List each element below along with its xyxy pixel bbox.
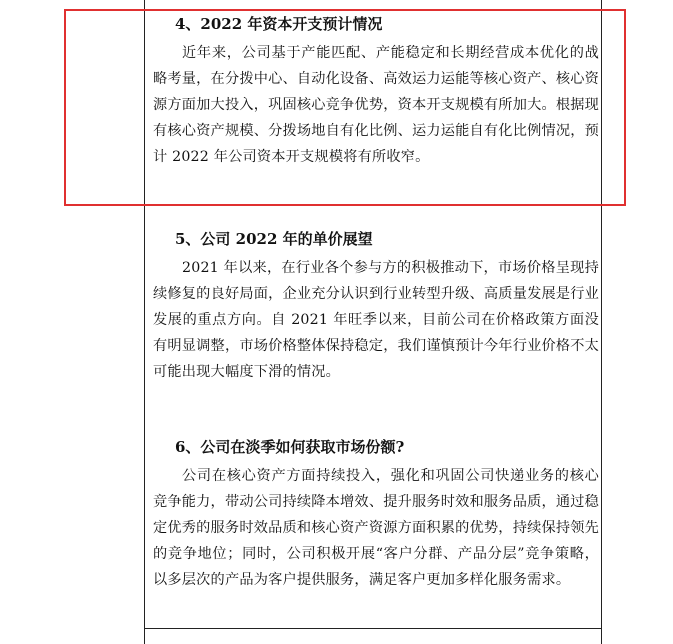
section-heading: 6、公司在淡季如何获取市场份额? (175, 438, 405, 456)
section-body: 2021 年以来，在行业各个参与方的积极推动下，市场价格呈现持续修复的良好局面，企业充分认识到行业转型升级、高质量发展是行业发展的重点方向。自 2021 年旺季以来，目前公司在价格政策方面没有明显调整，市场价格整体保持稳定，我们谨慎预计今年行业价格不太可能出现大幅度下滑的情况。 (153, 260, 600, 380)
highlight-box (64, 9, 626, 206)
section-heading: 5、公司 2022 年的单价展望 (175, 230, 373, 248)
table-border-bottom (144, 628, 601, 629)
section-body: 近年来，公司基于产能匹配、产能稳定和长期经营成本优化的战略考量，在分拨中心、自动化设备、高效运力运能等核心资产、核心资源方面加大投入，巩固核心竞争优势，资本开支规模有所加大。根据现有核心资产规模、分拨场地自有化比例、运力运能自有化比例情况，预计 2022 年公司资本开支规模将有所收窄。 (153, 45, 600, 165)
section-body: 公司在核心资产方面持续投入，强化和巩固公司快递业务的核心竞争能力，带动公司持续降本增效、提升服务时效和服务品质，通过稳定优秀的服务时效品质和核心资产资源方面积累的优势，持续保持领先的竞争地位；同时，公司积极开展“客户分群、产品分层”竞争策略，以多层次的产品为客户提供服务，满足客户更加多样化服务需求。 (153, 468, 600, 588)
section-unit-price (153, 229, 599, 385)
section-market-share (153, 437, 599, 593)
section-heading: 4、2022 年资本开支预计情况 (175, 15, 383, 33)
